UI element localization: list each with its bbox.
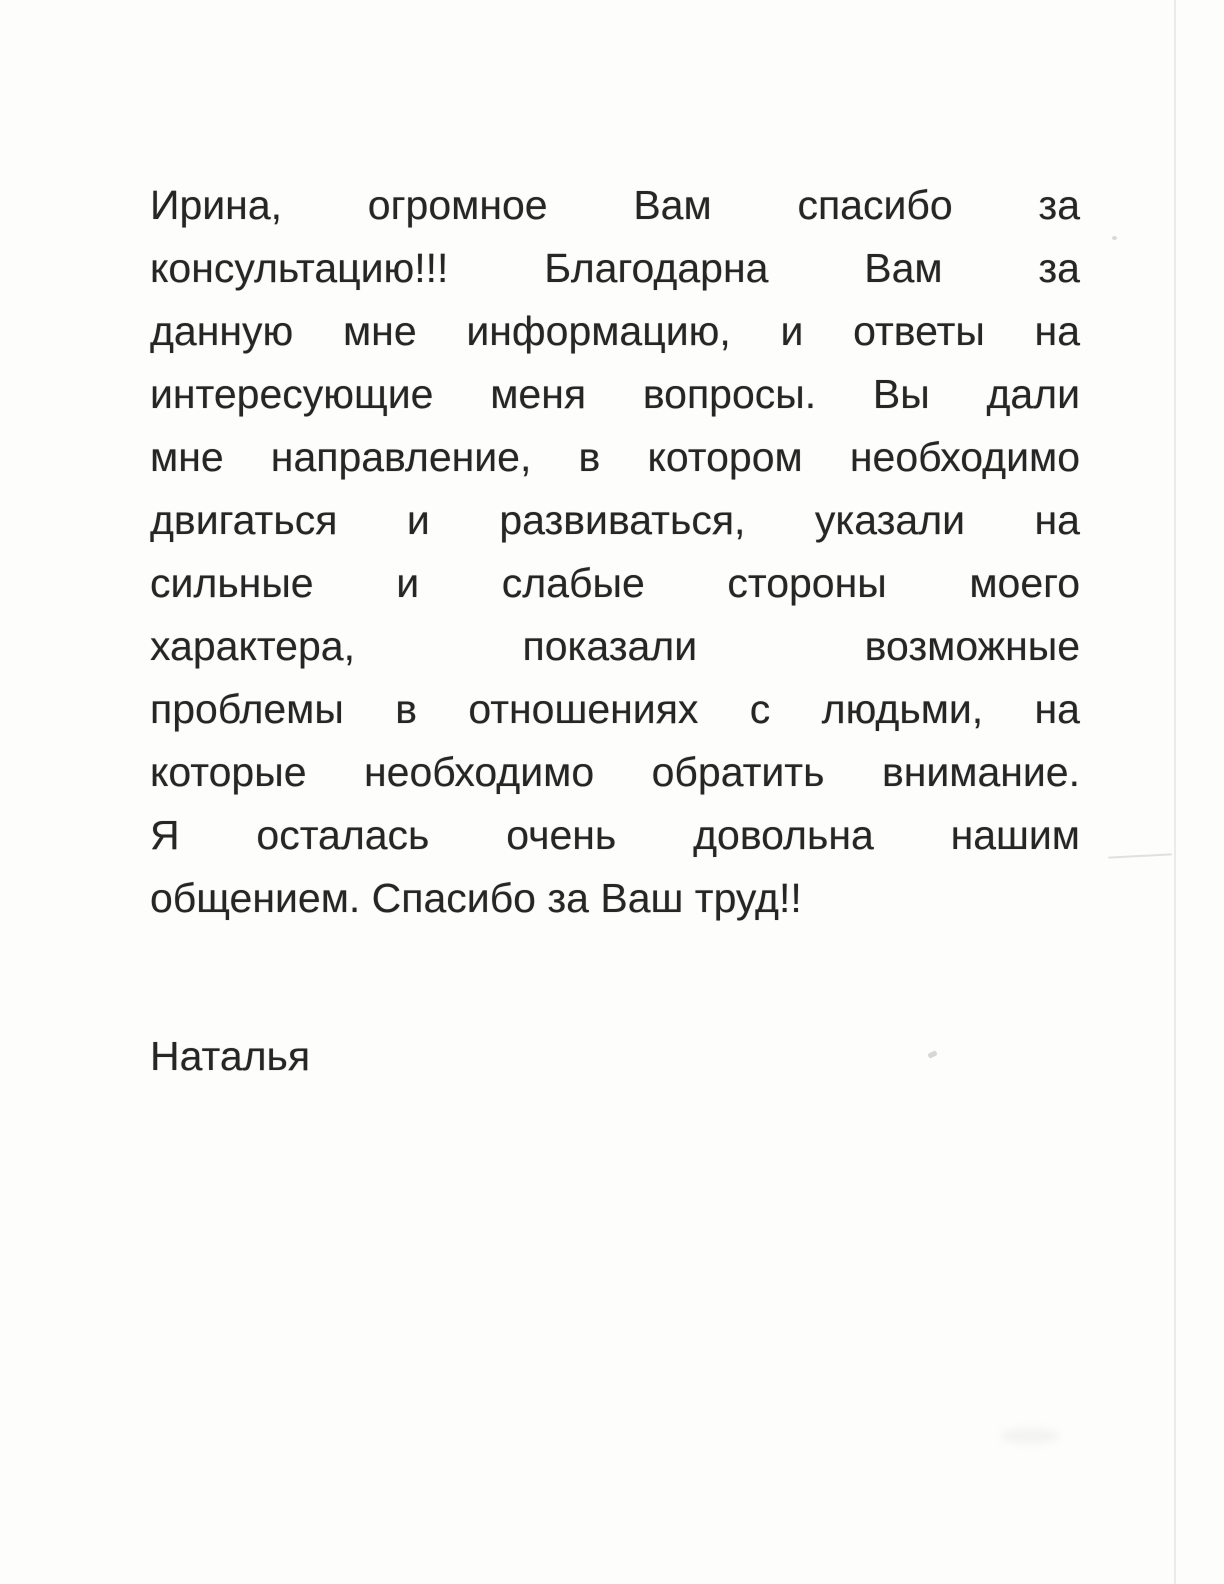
scan-artifact	[1112, 236, 1117, 240]
letter-line: консультацию!!! Благодарна Вам за	[150, 245, 1080, 291]
letter-line: которые необходимо обратить внимание.	[150, 749, 1080, 795]
letter-paragraph	[150, 174, 1080, 930]
letter-line: интересующие меня вопросы. Вы дали	[150, 371, 1080, 417]
letter-line: Я осталась очень довольна нашим	[150, 812, 1080, 858]
signature: Наталья	[150, 1033, 311, 1079]
letter-line: двигаться и развиваться, указали на	[150, 497, 1080, 543]
scan-artifact	[1108, 853, 1172, 858]
letter-line: данную мне информацию, и ответы на	[150, 308, 1080, 354]
letter-line: характера, показали возможные	[150, 623, 1080, 669]
scan-fold-line	[1174, 0, 1176, 1584]
letter-line: сильные и слабые стороны моего	[150, 560, 1080, 606]
letter-line: мне направление, в котором необходимо	[150, 434, 1080, 480]
letter-body	[150, 174, 1080, 1088]
letter-line: Ирина, огромное Вам спасибо за	[150, 182, 1080, 228]
scan-artifact	[1000, 1428, 1060, 1444]
letter-line: общением. Спасибо за Ваш труд!!	[150, 875, 802, 921]
letter-line: проблемы в отношениях с людьми, на	[150, 686, 1080, 732]
